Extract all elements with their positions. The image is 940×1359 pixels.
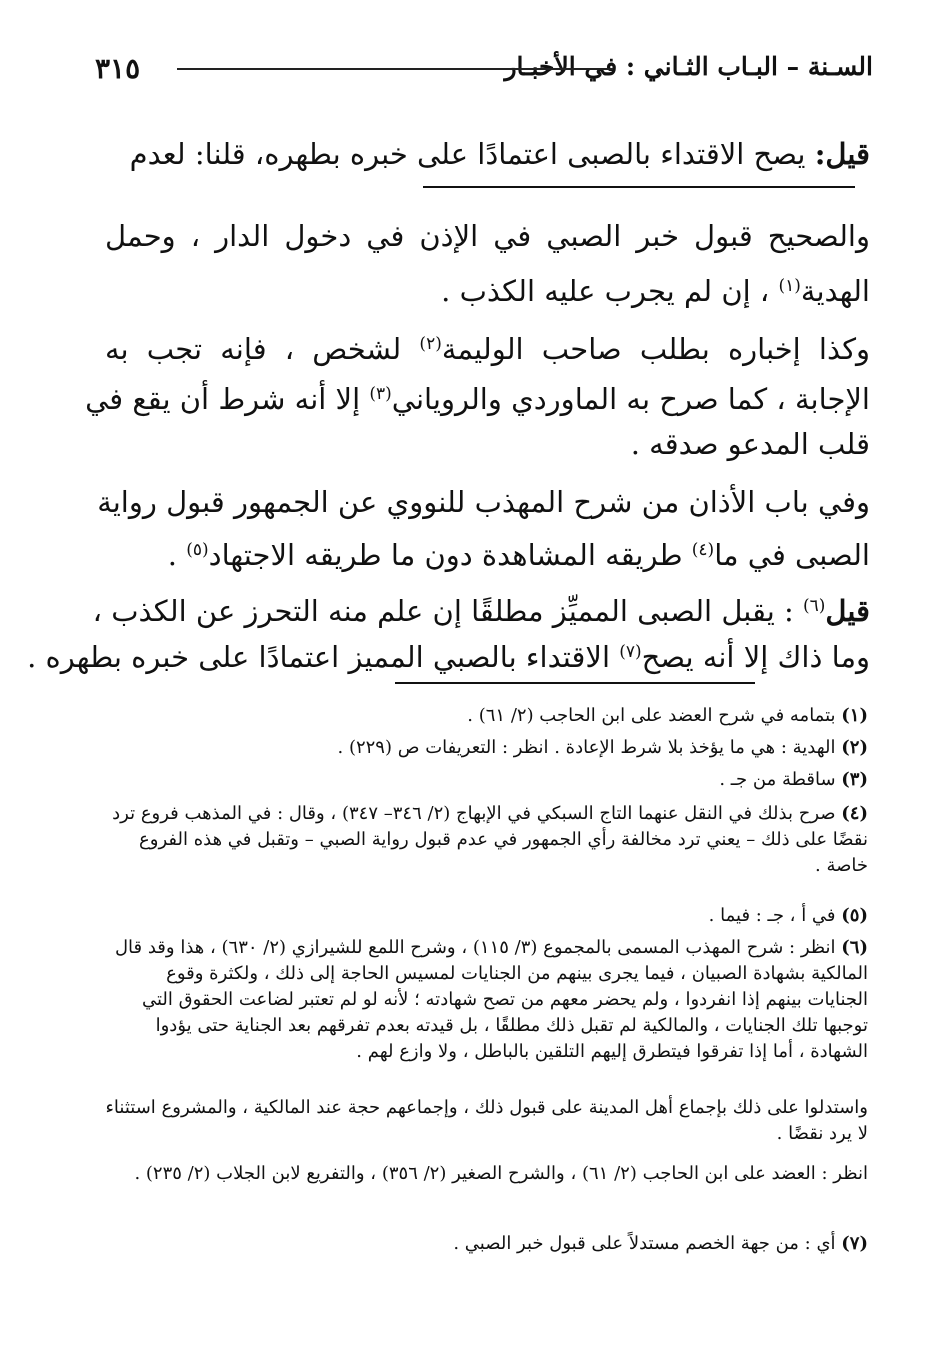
footnote-6 <box>100 935 868 1065</box>
running-title: السـنة – البـاب الثـاني : في الأخبـار <box>504 52 873 81</box>
p3-line1 <box>105 322 870 370</box>
p4-line2-b: طريقه المشاهدة دون ما طريقه الاجتهاد <box>208 538 692 572</box>
footnote-text: في أ ، جـ : فيما . <box>708 905 842 926</box>
p5-lead: قيل <box>825 594 870 628</box>
footnote-number: (٢) <box>841 737 868 758</box>
footnote-ref-3: (٣) <box>369 384 392 404</box>
footnote-6-continued <box>100 1095 868 1147</box>
footnote-text: الهدية : هي ما يؤخذ بلا شرط الإعادة . انظر : التعريفات ص (٢٢٩) . <box>337 737 842 758</box>
p4-line2-c: . <box>167 538 187 572</box>
p3-line2 <box>85 372 870 420</box>
p2-line2-b: ، إن لم يجرب عليه الكذب . <box>441 274 779 308</box>
footnote-7 <box>100 1231 868 1257</box>
p3-line2-a: الإجابة ، كما صرح به الماوردي والروياني <box>391 382 870 416</box>
footnote-number: (٧) <box>841 1233 868 1254</box>
p5-line2-a: وما ذاك إلا أنه يصح <box>641 640 870 674</box>
footnote-ref-6: (٦) <box>803 596 826 616</box>
p5-line1 <box>92 584 870 632</box>
p3-line3: قلب المدعو صدقه . <box>630 427 870 461</box>
page-number: ٣١٥ <box>95 52 141 85</box>
footnote-text: واستدلوا على ذلك بإجماع أهل المدينة على قبول ذلك ، وإجماعهم حجة عند المالكية ، والمشروع استثناء لا يرد نقضًا . <box>105 1097 868 1144</box>
p4-line1: وفي باب الأذان من شرح المهذب للنووي عن الجمهور قبول رواية <box>97 485 870 519</box>
p1-underline <box>423 186 855 188</box>
footnote-ref-5: (٥) <box>186 540 209 560</box>
footnote-3 <box>100 767 868 793</box>
p4-line2-a: الصبى في ما <box>714 538 870 572</box>
p3-line1-b: لشخص ، فإنه تجب به <box>105 332 420 366</box>
footnote-ref-2: (٢) <box>419 334 442 354</box>
p2-line2-a: الهدية <box>800 274 870 308</box>
p5-underline <box>395 682 755 684</box>
footnote-text: انظر : شرح المهذب المسمى بالمجموع (٣/ ١١٥) ، وشرح اللمع للشيرازي (٢/ ٦٣٠) ، هذا وقد قال المالكية بشهادة الصبيان ، فيما يجرى بينهم من الجنايات لمسيس الحاجة إلى ذلك ، ولكثرة وقوع الجنايات بينهم إذا انفردوا ، ولم يحضر معهم من تصح شهادته ؛ لأنه لو لم تعتبر لضاعت الحقوق التي توجبها تلك الجنايات ، والمالكية لم تقبل ذلك مطلقًا ، بل قيدته بعدم تفرقهم بعد الجناية حتى يؤدوا الشهادة ، أما إذا تفرقوا فيتطرق إليهم التلقين بالباطل ، ولا وازع لهم . <box>114 937 868 1062</box>
footnote-text: بتمامه في شرح العضد على ابن الحاجب (٢/ ٦١) . <box>467 705 842 726</box>
p5-line2 <box>27 630 870 678</box>
p3-line2-b: إلا أنه شرط أن يقع في <box>85 382 370 416</box>
footnote-1 <box>100 703 868 729</box>
footnote-5 <box>100 903 868 929</box>
footnote-text: أي : من جهة الخصم مستدلاً على قبول خبر الصبي . <box>453 1233 842 1254</box>
p1-lead: قيل: <box>814 137 870 171</box>
footnote-text: صرح بذلك في النقل عنهما التاج السبكي في الإبهاج (٢/ ٣٤٦– ٣٤٧) ، وقال : في المذهب فروع ترد نقضًا على ذلك – يعني ترد مخالفة رأي الجمهور في عدم قبول رواية الصبي – وتقبل في هذه الفروع خاصة . <box>112 803 868 876</box>
p2-line2 <box>105 264 870 312</box>
footnote-text: انظر : العضد على ابن الحاجب (٢/ ٦١) ، والشرح الصغير (٢/ ٣٥٦) ، والتفريع لابن الجلاب (٢/ ٢٣٥) . <box>134 1163 868 1184</box>
footnote-number: (١) <box>841 705 868 726</box>
footnote-ref-1: (١) <box>778 276 801 296</box>
footnote-number: (٦) <box>841 937 868 958</box>
footnote-4 <box>100 801 868 879</box>
footnote-number: (٥) <box>841 905 868 926</box>
footnote-number: (٤) <box>841 803 868 824</box>
p3-line1-a: وكذا إخباره بطلب صاحب الوليمة <box>441 332 870 366</box>
p4-line2 <box>105 528 870 576</box>
footnote-6-references <box>100 1161 868 1187</box>
page-header <box>95 52 873 88</box>
p1-line1-text: يصح الاقتداء بالصبى اعتمادًا على خبره بطهره، قلنا: لعدم <box>129 137 806 171</box>
p2-line1: والصحيح قبول خبر الصبي في الإذن في دخول الدار ، وحمل <box>105 219 870 253</box>
footnote-ref-4: (٤) <box>691 540 715 560</box>
p1-line1 <box>105 132 870 180</box>
p5-line1-text: : يقبل الصبى المميِّز مطلقًا إن علم منه التحرز عن الكذب ، <box>92 594 803 628</box>
header-rule <box>177 68 613 70</box>
footnote-number: (٣) <box>841 769 868 790</box>
footnote-ref-7: (٧) <box>619 642 642 662</box>
footnote-text: ساقطة من جـ . <box>719 769 842 790</box>
footnote-2 <box>100 735 868 761</box>
p5-line2-b: الاقتداء بالصبي المميز اعتمادًا على خبره بطهره . <box>27 640 620 674</box>
